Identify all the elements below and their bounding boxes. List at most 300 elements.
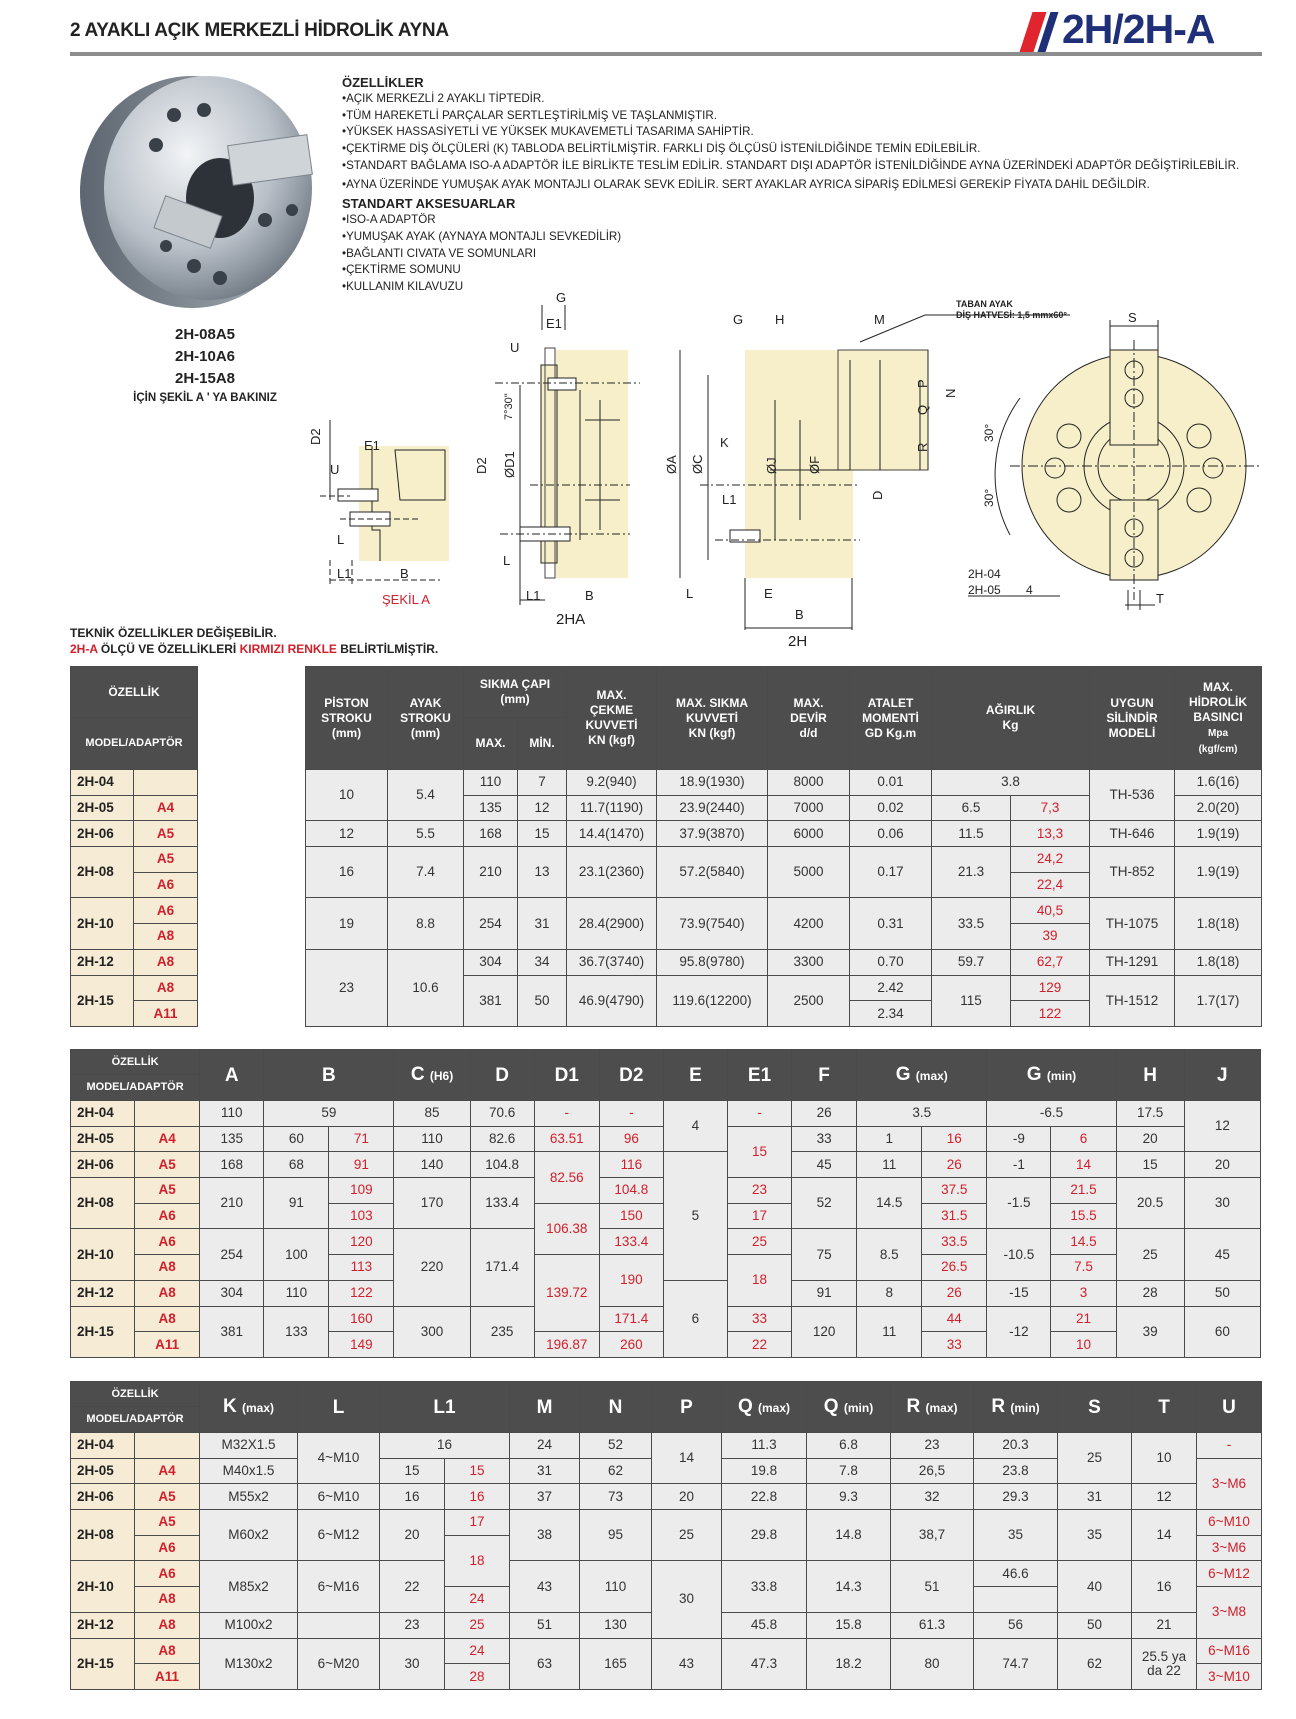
- header-sub: (H6): [429, 1068, 454, 1083]
- table-cell: 37: [510, 1484, 580, 1510]
- table-cell: 1.9(19): [1175, 847, 1262, 898]
- header-sub: (min): [1046, 1068, 1077, 1083]
- table-cell: 26: [792, 1101, 857, 1127]
- model-cell: A4: [134, 795, 198, 821]
- model-cell: A11: [135, 1664, 200, 1690]
- table-cell: 20.5: [1116, 1178, 1184, 1229]
- table-cell: 0.17: [850, 847, 932, 898]
- column-header: D2: [599, 1050, 663, 1101]
- table-cell: M85x2: [200, 1561, 298, 1612]
- table-cell: 19.8: [722, 1458, 807, 1484]
- column-header: UYGUN SİLİNDİR MODELİ: [1090, 667, 1175, 770]
- angle-label: 30°: [982, 423, 996, 442]
- table-cell: 51: [891, 1561, 974, 1612]
- table-cell: 140: [394, 1152, 470, 1178]
- table-cell: 60: [264, 1126, 329, 1152]
- table-cell: 20: [380, 1510, 445, 1561]
- dim-label: L: [503, 553, 511, 568]
- dim-label: D: [870, 490, 885, 500]
- table-row: [71, 1510, 1262, 1536]
- table-cell: 12: [1132, 1484, 1197, 1510]
- table-cell: 3: [1051, 1280, 1116, 1306]
- table-cell: 235: [470, 1306, 534, 1357]
- table-cell: 1.8(18): [1175, 949, 1262, 975]
- dim-label: L1: [722, 492, 737, 507]
- table-cell: 254: [200, 1229, 264, 1280]
- table-cell: 22,4: [1011, 872, 1090, 898]
- table-cell: 25: [727, 1229, 791, 1255]
- table-cell: 29.3: [974, 1484, 1058, 1510]
- column-header: P: [652, 1382, 722, 1433]
- table-cell: 16: [1132, 1561, 1197, 1612]
- dim-label: U: [330, 462, 340, 477]
- table-cell: 38: [510, 1510, 580, 1561]
- table-cell: 130: [580, 1612, 652, 1638]
- table-cell: 30: [1184, 1178, 1260, 1229]
- model-cell: 2H-08: [71, 1510, 135, 1561]
- column-header: MODEL/ADAPTÖR: [71, 1407, 200, 1433]
- table-cell: 51: [510, 1612, 580, 1638]
- table-cell: 23: [380, 1612, 445, 1638]
- dim-label: M: [874, 312, 885, 327]
- dim-label: R: [915, 442, 930, 452]
- dim-label: D2: [474, 457, 489, 474]
- table-cell: 34: [518, 949, 567, 975]
- header-text: C: [410, 1063, 425, 1085]
- table-cell: 68: [264, 1152, 329, 1178]
- figure-caption: 2HA: [556, 611, 586, 628]
- table-cell: 12: [1184, 1101, 1260, 1152]
- table-cell: 6~M12: [298, 1510, 380, 1561]
- model-cell: 2H-05: [71, 795, 134, 821]
- table-cell: 40,5: [1011, 898, 1090, 924]
- model-cell: A11: [134, 1001, 198, 1027]
- table-cell: 37.5: [922, 1178, 987, 1204]
- table-cell: 8000: [768, 770, 850, 796]
- model-cell: [135, 1101, 200, 1127]
- column-header: ATALET MOMENTİ GD Kg.m: [850, 667, 932, 770]
- table-cell: 4~M10: [298, 1433, 380, 1484]
- table-cell: 6.8: [807, 1433, 891, 1459]
- note-text: ÖLÇÜ VE ÖZELLİKLERİ: [97, 642, 240, 656]
- table-cell: 133.4: [599, 1229, 663, 1255]
- table-cell: 70.6: [470, 1101, 534, 1127]
- table-cell: 122: [329, 1280, 394, 1306]
- table-cell: 110: [200, 1101, 264, 1127]
- table-cell: 14: [652, 1433, 722, 1484]
- header-sub: (max): [758, 1400, 791, 1415]
- header-sub: (max): [242, 1400, 275, 1415]
- table-cell: 50: [1058, 1612, 1132, 1638]
- table-cell: 381: [200, 1306, 264, 1357]
- dim-label: U: [510, 340, 520, 355]
- table-cell: 129: [1011, 975, 1090, 1001]
- table-cell: 8.8: [388, 898, 464, 949]
- note-line: [70, 641, 438, 657]
- model-cell: A6: [135, 1561, 200, 1587]
- table-cell: 100: [264, 1229, 329, 1280]
- dim-label: S: [1128, 310, 1137, 325]
- table-cell: 25: [445, 1612, 510, 1638]
- technical-drawings: [0, 0, 1296, 660]
- table-cell: 10: [1051, 1332, 1116, 1358]
- dim-label: T: [1156, 591, 1164, 606]
- table-cell: 9.3: [807, 1484, 891, 1510]
- model-cell: A6: [135, 1535, 200, 1561]
- spec-table-models: [70, 666, 198, 1027]
- table-cell: 75: [792, 1229, 857, 1280]
- dim-label: ØA: [664, 455, 679, 474]
- header-sub: (max): [925, 1400, 958, 1415]
- table-cell: 6~M16: [1197, 1638, 1262, 1664]
- model-value: 4: [1026, 583, 1033, 597]
- table-cell: 40: [1058, 1561, 1132, 1612]
- table-row: [71, 795, 198, 821]
- model-cell: A6: [135, 1229, 200, 1255]
- table-cell: 71: [329, 1126, 394, 1152]
- model-cell: A8: [135, 1638, 200, 1664]
- model-label: 2H-05: [968, 583, 1001, 597]
- model-label: 2H-08A5: [174, 326, 236, 343]
- table-cell: 85: [394, 1101, 470, 1127]
- dim-label: G: [556, 290, 567, 305]
- note-line: TEKNİK ÖZELLİKLER DEĞİŞEBİLİR.: [70, 626, 277, 640]
- table-cell: 139.72: [534, 1255, 599, 1332]
- table-cell: 7.5: [1051, 1255, 1116, 1281]
- table-cell: 120: [792, 1306, 857, 1357]
- table-cell: 6000: [768, 821, 850, 847]
- table-cell: 5000: [768, 847, 850, 898]
- model-cell: [134, 770, 198, 796]
- table-cell: 95: [580, 1510, 652, 1561]
- model-cell: 2H-12: [71, 949, 134, 975]
- table-cell: 63.51: [534, 1126, 599, 1152]
- table-cell: 20: [1184, 1152, 1260, 1178]
- table-cell: 28: [1116, 1280, 1184, 1306]
- table-cell: 26: [922, 1280, 987, 1306]
- table-cell: 10: [306, 770, 388, 821]
- table-cell: 11.3: [722, 1433, 807, 1459]
- model-cell: A4: [135, 1458, 200, 1484]
- dim-label: B: [795, 607, 804, 622]
- model-cell: A6: [135, 1203, 200, 1229]
- table-cell: 52: [580, 1433, 652, 1459]
- table-cell: 45: [792, 1152, 857, 1178]
- table-cell: 23: [306, 949, 388, 1026]
- model-cell: 2H-15: [71, 1638, 135, 1689]
- column-header: [394, 1050, 470, 1101]
- feature-item: • STANDART BAĞLAMA ISO-A ADAPTÖR İLE BİRLİKTE TESLİM EDİLİR. STANDART DIŞI ADAPTÖR İSTENİLDİĞİNDE AYNA ÜZERİNDEKİ ADAPTÖR DEĞİŞTİRİLEBİLİR.: [342, 158, 1272, 175]
- table-row: [306, 847, 1262, 873]
- dim-label: ØJ: [764, 457, 779, 474]
- table-cell: 6.5: [932, 795, 1011, 821]
- column-header: L: [298, 1382, 380, 1433]
- model-cell: 2H-12: [71, 1280, 135, 1306]
- table-cell: 91: [264, 1178, 329, 1229]
- table-cell: 3~M10: [1197, 1664, 1262, 1690]
- table-cell: 3.8: [932, 770, 1090, 796]
- table-cell: 31.5: [922, 1203, 987, 1229]
- column-header: MAX. ÇEKME KUVVETİ KN (kgf): [567, 667, 657, 770]
- column-header: [1175, 667, 1262, 770]
- table-cell: 3300: [768, 949, 850, 975]
- column-header: D1: [534, 1050, 599, 1101]
- table-cell: 120: [329, 1229, 394, 1255]
- header-text: G: [1026, 1063, 1042, 1085]
- note-red-text: 2H-A: [70, 642, 98, 656]
- feature-item: • AYNA ÜZERİNDE YUMUŞAK AYAK MONTAJLI OLARAK SEVK EDİLİR. SERT AYAKLAR AYRICA SİPARİŞ EDİLMESİ GEREKİP FİYATA DAHİL DEĞİLDİR.: [342, 177, 1272, 194]
- model-cell: A5: [134, 847, 198, 873]
- table-cell: 8.5: [857, 1229, 922, 1280]
- table-row: [71, 1561, 1262, 1587]
- table-row: [71, 1280, 1261, 1306]
- table-cell: 1.9(19): [1175, 821, 1262, 847]
- header-unit: Mpa (kgf/cm): [1198, 727, 1238, 755]
- table-row: [71, 1484, 1262, 1510]
- table-cell: [298, 1612, 380, 1638]
- column-header: D: [470, 1050, 534, 1101]
- table-cell: -1.5: [987, 1178, 1051, 1229]
- table-row: [71, 847, 198, 873]
- table-cell: 91: [792, 1280, 857, 1306]
- table-cell: TH-1291: [1090, 949, 1175, 975]
- accessory-item: • YUMUŞAK AYAK (AYNAYA MONTAJLI SEVKEDİLİR): [342, 229, 1272, 246]
- column-header: T: [1132, 1382, 1197, 1433]
- model-cell: [135, 1433, 200, 1459]
- table-cell: M100x2: [200, 1612, 298, 1638]
- table-cell: 26.5: [922, 1255, 987, 1281]
- table-cell: 33: [922, 1332, 987, 1358]
- column-header: [722, 1382, 807, 1433]
- table-cell: TH-852: [1090, 847, 1175, 898]
- angle-label: 30°: [982, 488, 996, 507]
- column-header: PİSTON STROKU (mm): [306, 667, 388, 770]
- table-cell: 1.7(17): [1175, 975, 1262, 1026]
- table-cell: 13,3: [1011, 821, 1090, 847]
- table-cell: M32X1.5: [200, 1433, 298, 1459]
- dim-label: H: [775, 312, 785, 327]
- model-cell: 2H-05: [71, 1458, 135, 1484]
- table-cell: TH-536: [1090, 770, 1175, 821]
- table-cell: M55x2: [200, 1484, 298, 1510]
- table-cell: 168: [200, 1152, 264, 1178]
- table-cell: 15.8: [807, 1612, 891, 1638]
- table-cell: 50: [1184, 1280, 1260, 1306]
- model-cell: A8: [135, 1587, 200, 1613]
- table-cell: 2.34: [850, 1001, 932, 1027]
- table-cell: 46.9(4790): [567, 975, 657, 1026]
- accessory-item: • BAĞLANTI CIVATA VE SOMUNLARI: [342, 246, 1272, 263]
- table-cell: 23.8: [974, 1458, 1058, 1484]
- table-cell: 171.4: [599, 1306, 663, 1332]
- table-row: [71, 821, 198, 847]
- table-cell: 190: [599, 1255, 663, 1306]
- table-cell: 304: [200, 1280, 264, 1306]
- table-cell: 21.3: [932, 847, 1011, 898]
- table-cell: 23: [891, 1433, 974, 1459]
- model-cell: 2H-05: [71, 1126, 135, 1152]
- header-sub: (min): [1010, 1400, 1040, 1415]
- model-cell: 2H-06: [71, 1152, 135, 1178]
- column-header: S: [1058, 1382, 1132, 1433]
- column-header: MAX. DEVİR d/d: [768, 667, 850, 770]
- table-cell: 91: [329, 1152, 394, 1178]
- table-cell: 381: [464, 975, 518, 1026]
- model-cell: 2H-08: [71, 847, 134, 898]
- table-cell: 6~M16: [298, 1561, 380, 1612]
- table-cell: 160: [329, 1306, 394, 1332]
- table-cell: 14: [1132, 1510, 1197, 1561]
- table-cell: [974, 1587, 1058, 1613]
- table-cell: 5.4: [388, 770, 464, 821]
- table-cell: 110: [394, 1126, 470, 1152]
- table-cell: 2.0(20): [1175, 795, 1262, 821]
- table-cell: 24: [445, 1587, 510, 1613]
- table-cell: 59: [264, 1101, 394, 1127]
- column-header: [200, 1382, 298, 1433]
- table-row: [71, 1101, 1261, 1127]
- table-cell: 37.9(3870): [657, 821, 768, 847]
- table-cell: 110: [464, 770, 518, 796]
- model-cell: A5: [135, 1178, 200, 1204]
- table-cell: 26: [922, 1152, 987, 1178]
- header-sub: (max): [915, 1068, 948, 1083]
- table-cell: 168: [464, 821, 518, 847]
- column-header: SIKMA ÇAPI (mm): [464, 667, 567, 718]
- table-cell: 45: [1184, 1229, 1260, 1280]
- table-cell: 1: [857, 1126, 922, 1152]
- table-row: [71, 770, 198, 796]
- table-cell: 6: [663, 1280, 727, 1357]
- model-cell: A8: [134, 975, 198, 1001]
- table-cell: 80: [891, 1638, 974, 1689]
- table-cell: 3~M6: [1197, 1458, 1262, 1509]
- table-cell: 6~M10: [1197, 1510, 1262, 1536]
- column-header: B: [264, 1050, 394, 1101]
- table-cell: 25.5 ya da 22: [1132, 1638, 1197, 1689]
- table-cell: 39: [1116, 1306, 1184, 1357]
- dim-label: ØD1: [502, 451, 517, 478]
- table-row: [306, 770, 1262, 796]
- column-header: L1: [380, 1382, 510, 1433]
- table-cell: 21: [1051, 1306, 1116, 1332]
- table-cell: 22: [727, 1332, 791, 1358]
- feature-item: • AÇIK MERKEZLİ 2 AYAKLI TİPTEDİR.: [342, 91, 1272, 108]
- table-cell: 18: [445, 1535, 510, 1586]
- table-cell: 2.42: [850, 975, 932, 1001]
- table-cell: 20: [652, 1484, 722, 1510]
- table-cell: 110: [264, 1280, 329, 1306]
- column-header: MAX.: [464, 718, 518, 770]
- table-cell: 170: [394, 1178, 470, 1229]
- model-cell: A5: [134, 821, 198, 847]
- drawing-sekil-a: [320, 420, 449, 585]
- dim-label: D2: [308, 428, 323, 445]
- table-cell: 62: [580, 1458, 652, 1484]
- table-cell: 33.5: [922, 1229, 987, 1255]
- table-cell: M130x2: [200, 1638, 298, 1689]
- accessory-item: • ÇEKTİRME SOMUNU: [342, 262, 1272, 279]
- feature-item: • YÜKSEK HASSASİYETLİ VE YÜKSEK MUKAVEMETLİ TASARIMA SAHİPTİR.: [342, 124, 1272, 141]
- feature-item: • TÜM HAREKETLİ PARÇALAR SERTLEŞTİRİLMİŞ VE TAŞLANMIŞTIR.: [342, 108, 1272, 125]
- table-cell: 19: [306, 898, 388, 949]
- table-cell: 109: [329, 1178, 394, 1204]
- table-cell: 56: [974, 1612, 1058, 1638]
- dim-label: L: [337, 532, 345, 547]
- table-cell: 17: [445, 1510, 510, 1536]
- header-text: R: [991, 1395, 1006, 1417]
- table-cell: 11: [857, 1306, 922, 1357]
- table-cell: 23: [727, 1178, 791, 1204]
- table-cell: 23.9(2440): [657, 795, 768, 821]
- table-cell: 16: [445, 1484, 510, 1510]
- model-cell: 2H-12: [71, 1612, 135, 1638]
- table-cell: 0.31: [850, 898, 932, 949]
- table-cell: TH-646: [1090, 821, 1175, 847]
- header-text: Q: [823, 1395, 839, 1417]
- table-cell: 28: [445, 1664, 510, 1690]
- table-cell: 62: [1058, 1638, 1132, 1689]
- table-cell: 16: [922, 1126, 987, 1152]
- table-cell: 149: [329, 1332, 394, 1358]
- table-cell: 16: [306, 847, 388, 898]
- dim-label: Q: [915, 404, 930, 415]
- table-cell: 32: [891, 1484, 974, 1510]
- table-cell: -9: [987, 1126, 1051, 1152]
- table-cell: 0.01: [850, 770, 932, 796]
- notes: [70, 625, 438, 657]
- table-row: [306, 949, 1262, 975]
- table-cell: 11.5: [932, 821, 1011, 847]
- table-cell: 43: [510, 1561, 580, 1612]
- dimension-table-2: [70, 1381, 1262, 1690]
- model-label: 2H-15A8: [174, 370, 236, 387]
- model-cell: A6: [134, 898, 198, 924]
- thread-note: DİŞ HATVESİ: 1,5 mmx60°: [956, 310, 1067, 320]
- column-header: AĞIRLIK Kg: [932, 667, 1090, 770]
- table-cell: 104.8: [599, 1178, 663, 1204]
- model-label: 2H-10A6: [174, 348, 236, 365]
- table-cell: 22.8: [722, 1484, 807, 1510]
- column-header: E1: [727, 1050, 791, 1101]
- table-cell: 15.5: [1051, 1203, 1116, 1229]
- table-cell: 47.3: [722, 1638, 807, 1689]
- table-cell: 1.8(18): [1175, 898, 1262, 949]
- table-cell: 39: [1011, 924, 1090, 950]
- model-cell: 2H-04: [71, 1101, 135, 1127]
- table-cell: 52: [792, 1178, 857, 1229]
- header-text: R: [906, 1395, 921, 1417]
- column-header: MİN.: [518, 718, 567, 770]
- column-header: [857, 1050, 987, 1101]
- table-cell: -1: [987, 1152, 1051, 1178]
- table-cell: 25: [1058, 1433, 1132, 1484]
- table-cell: -12: [987, 1306, 1051, 1357]
- table-cell: 220: [394, 1229, 470, 1306]
- table-cell: 165: [580, 1638, 652, 1689]
- column-header: H: [1116, 1050, 1184, 1101]
- column-header: E: [663, 1050, 727, 1101]
- table-cell: 15: [518, 821, 567, 847]
- table-row: [306, 898, 1262, 924]
- table-cell: 135: [464, 795, 518, 821]
- table-cell: 8: [857, 1280, 922, 1306]
- model-cell: 2H-04: [71, 1433, 135, 1459]
- table-cell: 1.6(16): [1175, 770, 1262, 796]
- note-red-text: KIRMIZI RENKLE: [239, 642, 337, 656]
- model-cell: A5: [135, 1510, 200, 1536]
- column-header: ÖZELLİK: [71, 1050, 200, 1075]
